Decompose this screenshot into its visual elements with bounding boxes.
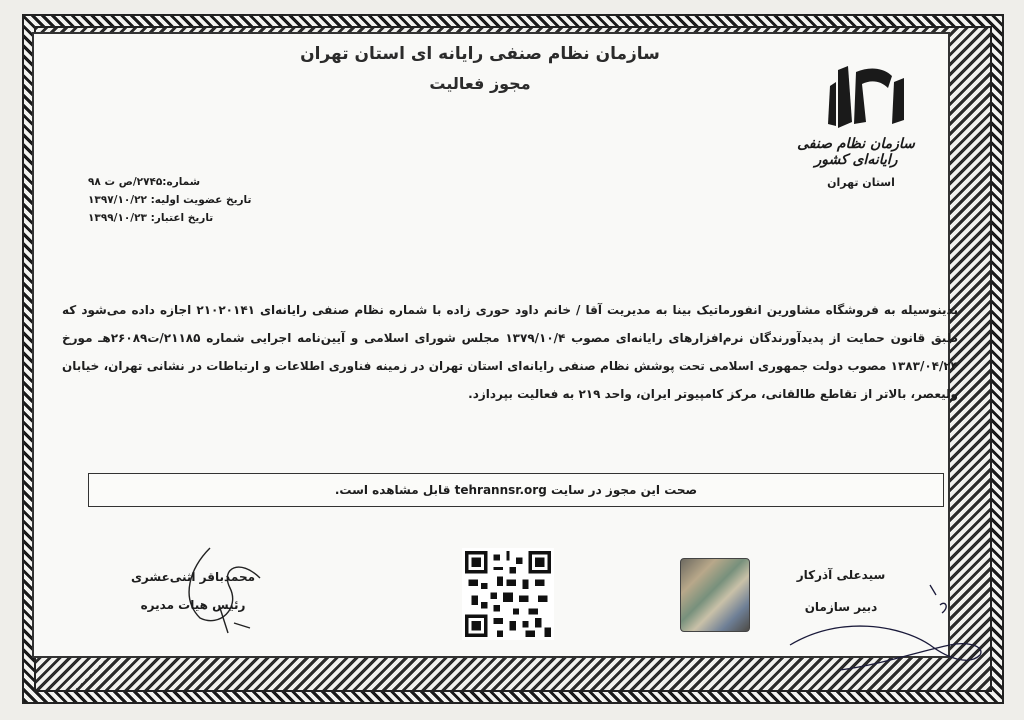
secretary-name: سیدعلی آذرکار [796,568,886,582]
secretary-signature [780,575,990,685]
organization-title: سازمان نظام صنفی رایانه ای استان تهران [300,44,660,64]
certificate-body-text: بدینوسیله به فروشگاه مشاورین انفورماتیک بینا به مدیریت آقا / خانم داود حوری زاده با شماره نظام صنفی رایانه‌ای ۲۱۰۲۰۱۴۱ اجازه داده می‌شود که طبق قانون حمایت از پدیدآورندگان نرم‌افزارهای رایانه‌ای مصوب ۱۳۷۹/۱۰/۴ مجلس شورای اسلامی و آیین‌نامه اجرایی شماره ۲۱۱۸۵/ت۲۶۰۸۹هـ مورخ ۱۳۸۳/۰۴/۲۴ مصوب دولت جمهوری اسلامی تحت پوشش نظام صنفی رایانه‌ای استان تهران در زمینه فناوری اطلاعات و ارتباطات در نشانی تهران، خیابان ولیعصر، بالاتر از تقاطع طالقانی، مرکز کامپیوتر ایران، واحد ۲۱۹ به فعالیت بپردازد. [62,303,959,401]
validity-date: تاریخ اعتبار: ۱۳۹۹/۱۰/۲۳ [88,212,214,224]
logo-province: استان تهران [827,176,895,189]
qr-code [462,548,554,640]
certificate-number: شماره:۲۷۴۵/ص ت ۹۸ [88,176,201,188]
organization-logo-icon [800,62,920,142]
hologram-seal [680,558,750,632]
board-chairman-title: رئیس هیات مدیره [140,598,246,612]
board-chairman-name: محمدباقر اثنی‌عشری [130,570,256,584]
secretary-title: دبیر سازمان [804,600,878,614]
membership-date: تاریخ عضویت اولیه: ۱۳۹۷/۱۰/۲۲ [88,194,252,206]
document-title: مجوز فعالیت [429,74,531,93]
logo-caption: سازمان نظام صنفی رایانه‌ای کشور [797,136,915,168]
verification-notice: صحت این مجوز در سایت tehrannsr.org قابل مشاهده است. [88,473,944,507]
